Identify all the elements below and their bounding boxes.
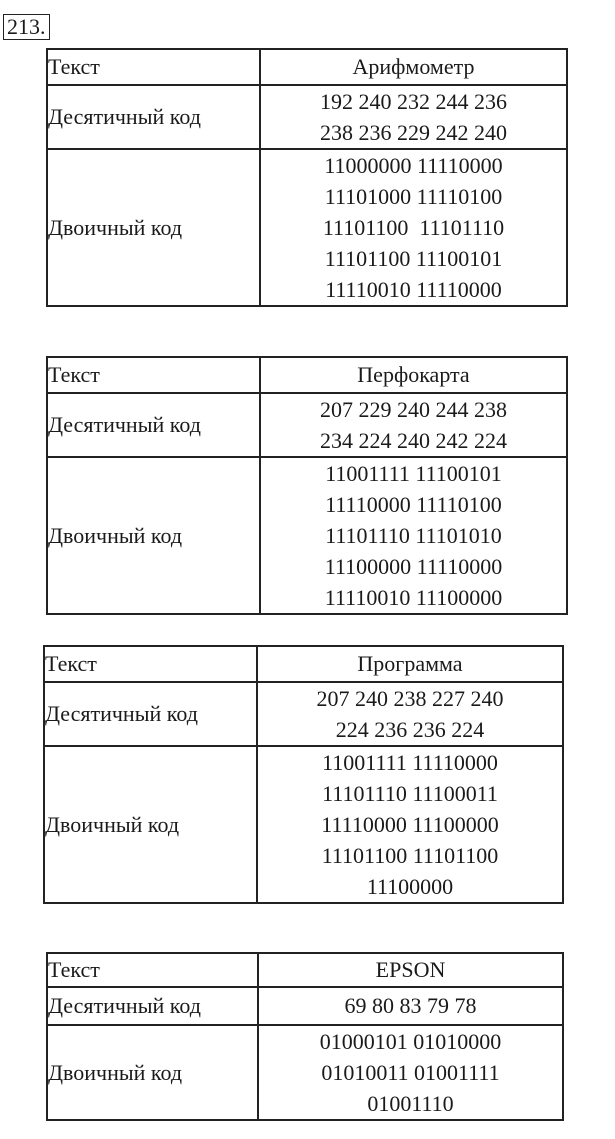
binary-line: 11101110 11100011 [322, 781, 498, 806]
text-label: Текст [44, 646, 257, 682]
decimal-values [260, 393, 567, 457]
text-row [47, 357, 567, 393]
binary-line: 01000101 01010000 [319, 1029, 502, 1054]
decimal-line: 69 80 83 79 78 [344, 993, 477, 1018]
decimal-line: 192 240 232 244 236 [320, 89, 507, 114]
binary-row [44, 746, 563, 903]
decimal-row [47, 987, 563, 1025]
binary-line: 11101000 11110100 [324, 184, 503, 209]
decimal-values [260, 85, 567, 149]
text-label: Текст [47, 357, 260, 393]
decimal-line: 207 229 240 244 238 [320, 397, 507, 422]
decimal-line: 224 236 236 224 [335, 717, 485, 742]
binary-values [258, 1025, 563, 1120]
text-row [47, 953, 563, 987]
binary-line: 11101110 11101010 [325, 523, 502, 548]
binary-line: 11101100 11101100 [321, 843, 499, 868]
text-value: Программа [257, 646, 563, 682]
decimal-values [258, 987, 563, 1025]
encoding-table-arifmometr [46, 48, 568, 307]
binary-line: 11110000 11110100 [325, 492, 502, 517]
task-number: 213. [3, 14, 50, 40]
binary-values [260, 149, 567, 306]
text-label: Текст [47, 49, 260, 85]
encoding-table-epson [46, 952, 564, 1121]
decimal-label: Десятичный код [47, 987, 258, 1025]
decimal-row [47, 393, 567, 457]
binary-label: Двоичный код [44, 746, 257, 903]
binary-line: 11100000 [366, 874, 454, 899]
binary-row [47, 1025, 563, 1120]
decimal-label: Десятичный код [47, 85, 260, 149]
binary-row [47, 149, 567, 306]
decimal-line: 207 240 238 227 240 [316, 686, 504, 711]
encoding-table-perfokarta [46, 356, 568, 615]
binary-line: 11110010 11100000 [324, 585, 503, 610]
binary-line: 11101100 11101110 [322, 215, 505, 240]
binary-label: Двоичный код [47, 149, 260, 306]
decimal-row [47, 85, 567, 149]
text-value: EPSON [258, 953, 563, 987]
binary-values [260, 457, 567, 614]
binary-label: Двоичный код [47, 457, 260, 614]
binary-line: 11110010 11110000 [325, 277, 502, 302]
text-value: Перфокарта [260, 357, 567, 393]
decimal-row [44, 682, 563, 746]
decimal-line: 234 224 240 242 224 [320, 428, 507, 453]
binary-line: 11110000 11100000 [321, 812, 499, 837]
text-row [47, 49, 567, 85]
binary-row [47, 457, 567, 614]
binary-line: 11000000 11110000 [324, 153, 503, 178]
binary-line: 11001111 11110000 [322, 750, 498, 775]
text-label: Текст [47, 953, 258, 987]
binary-values [257, 746, 563, 903]
decimal-label: Десятичный код [44, 682, 257, 746]
binary-label: Двоичный код [47, 1025, 258, 1120]
binary-line: 11001111 11100101 [325, 461, 502, 486]
decimal-line: 238 236 229 242 240 [320, 120, 507, 145]
decimal-values [257, 682, 563, 746]
binary-line: 01001110 [367, 1091, 454, 1116]
decimal-label: Десятичный код [47, 393, 260, 457]
binary-line: 11101100 11100101 [324, 246, 503, 271]
text-value: Арифмометр [260, 49, 567, 85]
binary-line: 01010011 01001111 [321, 1060, 500, 1085]
text-row [44, 646, 563, 682]
encoding-table-programma [43, 645, 564, 904]
binary-line: 11100000 11110000 [324, 554, 503, 579]
